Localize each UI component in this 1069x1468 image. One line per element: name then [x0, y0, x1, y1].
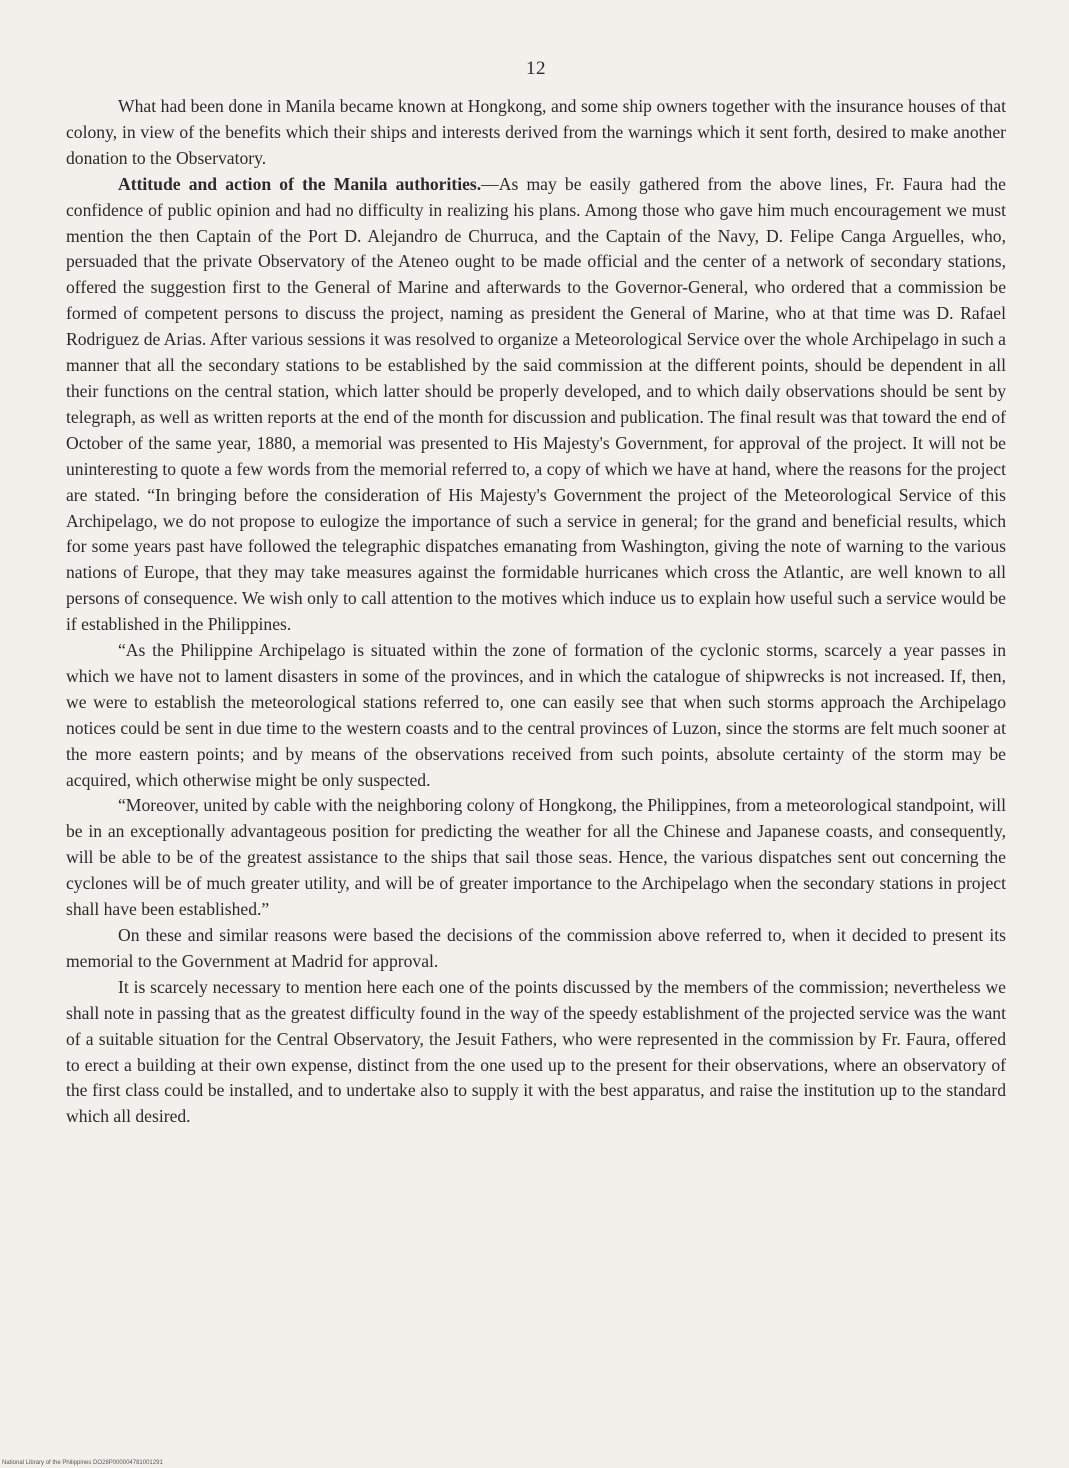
paragraph-4-text: “Moreover, united by cable with the neighboring colony of Hongkong, the Philippines, from a meteorological standpoint, will be in an exceptionally advantageous position for predicting the weather for all the Chinese and Japanese coasts, and consequently, will be able to be of the greatest assistance to the ships that sail those seas. Hence, the various dispatches sent out concerning the cyclones will be of much greater utility, and will be of greater importance to the Archipelago when the secondary stations in project shall have been established.” — [66, 795, 1006, 920]
library-footer: National Library of the Philippines DO28P000004781001291 — [2, 1460, 163, 1466]
paragraph-5 — [66, 923, 1006, 975]
paragraph-2 — [66, 172, 1006, 638]
paragraph-6-text: It is scarcely necessary to mention here each one of the points discussed by the members of the commission; nevertheless we shall note in passing that as the greatest difficulty found in the way of the speedy establishment of the projected service was the want of a suitable situation for the Central Observatory, the Jesuit Fathers, who were represented in the commission by Fr. Faura, offered to erect a building at their own expense, distinct from the one used up to the present for their observations, where an observatory of the first class could be installed, and to undertake also to supply it with the best apparatus, and raise the institution up to the standard which all desired. — [66, 976, 1006, 1127]
paragraph-3 — [66, 638, 1006, 793]
paragraph-6 — [66, 975, 1006, 1130]
paragraph-1-text: What had been done in Manila became known at Hongkong, and some ship owners together with the insurance houses of that colony, in view of the benefits which their ships and interests derived from the warnings which it sent forth, desired to make another donation to the Observatory. — [66, 96, 1006, 168]
document-page — [66, 58, 1006, 1130]
paragraph-2-text: —As may be easily gathered from the above lines, Fr. Faura had the confidence of public opinion and had no difficulty in realizing his plans. Among those who gave him much encouragement we must mention the then Captain of the Port D. Alejandro de Churruca, and the Captain of the Navy, D. Felipe Canga Arguelles, who, persuaded that the private Observatory of the Ateneo ought to be made official and the center of a network of secondary stations, offered the suggestion first to the General of Marine and afterwards to the Governor-General, who ordered that a commission be formed of competent persons to discuss the project, naming as president the General of Marine, who at that time was D. Rafael Rodriguez de Arias. After various sessions it was resolved to organize a Meteorological Service over the whole Archipelago in such a manner that all the secondary stations to be established by the said commission at the different points, should be dependent in all their functions on the central station, which latter should be properly developed, and to which daily observations should be sent by telegraph, as well as written reports at the end of the month for discussion and publication. The final result was that toward the end of October of the same year, 1880, a memorial was presented to His Majesty's Government, for approval of the project. It will not be uninteresting to quote a few words from the memorial referred to, a copy of which we have at hand, where the reasons for the project are stated. “In bringing before the consideration of His Majesty's Government the project of the Meteorological Service of this Archipelago, we do not propose to eulogize the importance of such a service in general; for the grand and beneficial results, which for some years past have followed the telegraphic dispatches emanating from Washington, giving the note of warning to the various nations of Europe, that they may take measures against the formidable hurricanes which cross the Atlantic, are well known to all persons of consequence. We wish only to call attention to the motives which induce us to explain how useful such a service would be if established in the Philippines. — [66, 173, 1006, 635]
paragraph-1 — [66, 94, 1006, 172]
paragraph-4 — [66, 793, 1006, 923]
section-heading: Attitude and action of the Manila authorities. — [118, 173, 482, 194]
paragraph-5-text: On these and similar reasons were based the decisions of the commission above referred to, when it decided to present its memorial to the Government at Madrid for approval. — [66, 925, 1006, 971]
paragraph-3-text: “As the Philippine Archipelago is situated within the zone of formation of the cyclonic storms, scarcely a year passes in which we have not to lament disasters in some of the provinces, and in which the catalogue of shipwrecks is not increased. If, then, we were to establish the meteorological stations referred to, one can easily see that when such storms approach the Archipelago notices could be sent in due time to the western coasts and to the central provinces of Luzon, since the storms are felt much sooner at the more eastern points; and by means of the observations received from such points, absolute certainty of the storm may be acquired, which otherwise might be only suspected. — [66, 640, 1006, 790]
page-number: 12 — [526, 58, 546, 79]
